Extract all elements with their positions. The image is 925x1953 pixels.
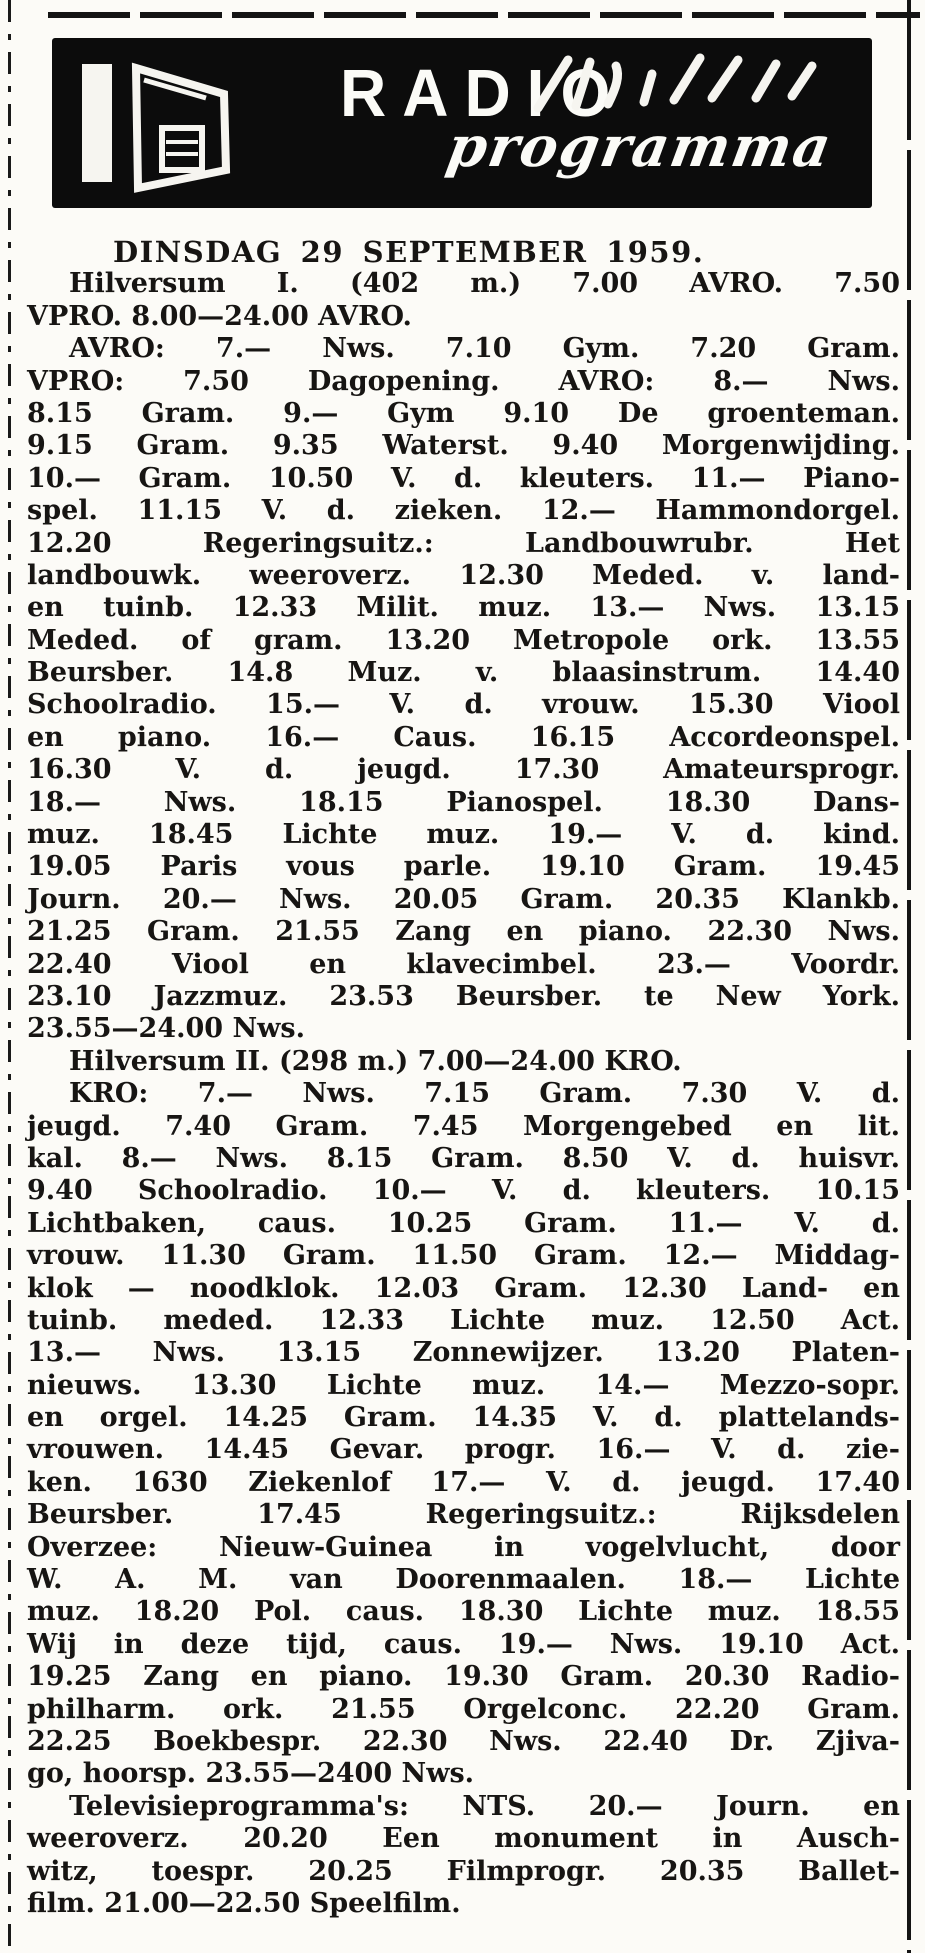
program-line: Journ. 20.— Nws. 20.05 Gram. 20.35 Klankb. (27, 883, 900, 915)
program-line: en orgel. 14.25 Gram. 14.35 V. d. plattelands- (27, 1402, 900, 1434)
program-line: 9.40 Schoolradio. 10.— V. d. kleuters. 10.15 (27, 1175, 900, 1207)
program-line: go, hoorsp. 23.55—2400 Nws. (27, 1758, 475, 1790)
program-line: 13.— Nws. 13.15 Zonnewijzer. 13.20 Platen- (27, 1337, 900, 1369)
program-line: VPRO: 7.50 Dagopening. AVRO: 8.— Nws. (27, 365, 900, 397)
program-line: muz. 18.45 Lichte muz. 19.— V. d. kind. (27, 819, 900, 851)
program-line: tuinb. meded. 12.33 Lichte muz. 12.50 Act. (27, 1304, 900, 1336)
program-line: Televisieprogramma's: NTS. 20.— Journ. en (69, 1790, 900, 1822)
program-line: 16.30 V. d. jeugd. 17.30 Amateursprogr. (27, 754, 900, 786)
logo-programma-text: programma (442, 114, 838, 180)
logo-radio-text: RADIO (340, 55, 627, 131)
column-rule-left (8, 0, 11, 1953)
program-line: Beursber. 14.8 Muz. v. blaasinstrum. 14.40 (27, 657, 900, 689)
column-rule-right (907, 0, 911, 1953)
program-line: ken. 1630 Ziekenlof 17.— V. d. jeugd. 17.40 (27, 1466, 900, 1498)
program-line: en tuinb. 12.33 Milit. muz. 13.— Nws. 13.15 (27, 592, 900, 624)
program-line: Overzee: Nieuw-Guinea in vogelvlucht, door (27, 1531, 900, 1563)
program-line: jeugd. 7.40 Gram. 7.45 Morgengebed en lit. (27, 1110, 900, 1142)
program-line: nieuws. 13.30 Lichte muz. 14.— Mezzo-sopr. (27, 1369, 900, 1401)
program-line: spel. 11.15 V. d. zieken. 12.— Hammondorgel. (27, 495, 900, 527)
program-line: en piano. 16.— Caus. 16.15 Accordeonspel. (27, 721, 900, 753)
program-line: W. A. M. van Doorenmaalen. 18.— Lichte (27, 1564, 900, 1596)
program-line: 12.20 Regeringsuitz.: Landbouwrubr. Het (27, 527, 900, 559)
program-line: AVRO: 7.— Nws. 7.10 Gym. 7.20 Gram. (69, 333, 900, 365)
program-line: Wij in deze tijd, caus. 19.— Nws. 19.10 Act. (27, 1628, 900, 1660)
program-line: 23.55—24.00 Nws. (27, 1013, 306, 1045)
program-line: Schoolradio. 15.— V. d. vrouw. 15.30 Viool (27, 689, 900, 721)
program-line: kal. 8.— Nws. 8.15 Gram. 8.50 V. d. huisvr. (27, 1142, 900, 1174)
program-line: 22.25 Boekbespr. 22.30 Nws. 22.40 Dr. Zjiva- (27, 1725, 900, 1757)
program-line: 22.40 Viool en klavecimbel. 23.— Voordr. (27, 948, 900, 980)
program-line: KRO: 7.— Nws. 7.15 Gram. 7.30 V. d. (69, 1078, 900, 1110)
program-line: weeroverz. 20.20 Een monument in Ausch- (27, 1823, 900, 1855)
radio-set-icon (74, 50, 324, 198)
scribble-decoration-icon (524, 48, 824, 120)
program-line: film. 21.00—22.50 Speelfilm. (27, 1887, 461, 1919)
program-line: 10.— Gram. 10.50 V. d. kleuters. 11.— Piano- (27, 462, 900, 494)
program-line: 19.05 Paris vous parle. 19.10 Gram. 19.45 (27, 851, 900, 883)
program-line: vrouwen. 14.45 Gevar. progr. 16.— V. d. zie- (27, 1434, 900, 1466)
program-line: Lichtbaken, caus. 10.25 Gram. 11.— V. d. (27, 1207, 900, 1239)
program-line: 18.— Nws. 18.15 Pianospel. 18.30 Dans- (27, 786, 900, 818)
date-headline: DINSDAG 29 SEPTEMBER 1959. (113, 235, 705, 269)
program-line: landbouwk. weeroverz. 12.30 Meded. v. land- (27, 559, 900, 591)
top-divider-rule (48, 12, 920, 18)
program-line: vrouw. 11.30 Gram. 11.50 Gram. 12.— Middag- (27, 1240, 900, 1272)
program-line: witz, toespr. 20.25 Filmprogr. 20.35 Ballet- (27, 1855, 900, 1887)
program-line: VPRO. 8.00—24.00 AVRO. (27, 300, 412, 332)
program-line: klok — noodklok. 12.03 Gram. 12.30 Land- en (27, 1272, 900, 1304)
program-line: Beursber. 17.45 Regeringsuitz.: Rijksdelen (27, 1499, 900, 1531)
program-line: 23.10 Jazzmuz. 23.53 Beursber. te New York. (27, 980, 900, 1012)
program-line: Hilversum I. (402 m.) 7.00 AVRO. 7.50 (69, 268, 900, 300)
program-line: 8.15 Gram. 9.— Gym 9.10 De groenteman. (27, 397, 900, 429)
program-line: 9.15 Gram. 9.35 Waterst. 9.40 Morgenwijding. (27, 430, 900, 462)
program-line: muz. 18.20 Pol. caus. 18.30 Lichte muz. 18.55 (27, 1596, 900, 1628)
program-line: 19.25 Zang en piano. 19.30 Gram. 20.30 Radio- (27, 1661, 900, 1693)
radio-programma-logo (52, 38, 872, 208)
program-text (27, 236, 900, 1920)
program-line: Meded. of gram. 13.20 Metropole ork. 13.55 (27, 624, 900, 656)
program-line: Hilversum II. (298 m.) 7.00—24.00 KRO. (69, 1045, 682, 1077)
program-line: 21.25 Gram. 21.55 Zang en piano. 22.30 Nws. (27, 916, 900, 948)
program-line: philharm. ork. 21.55 Orgelconc. 22.20 Gram. (27, 1693, 900, 1725)
